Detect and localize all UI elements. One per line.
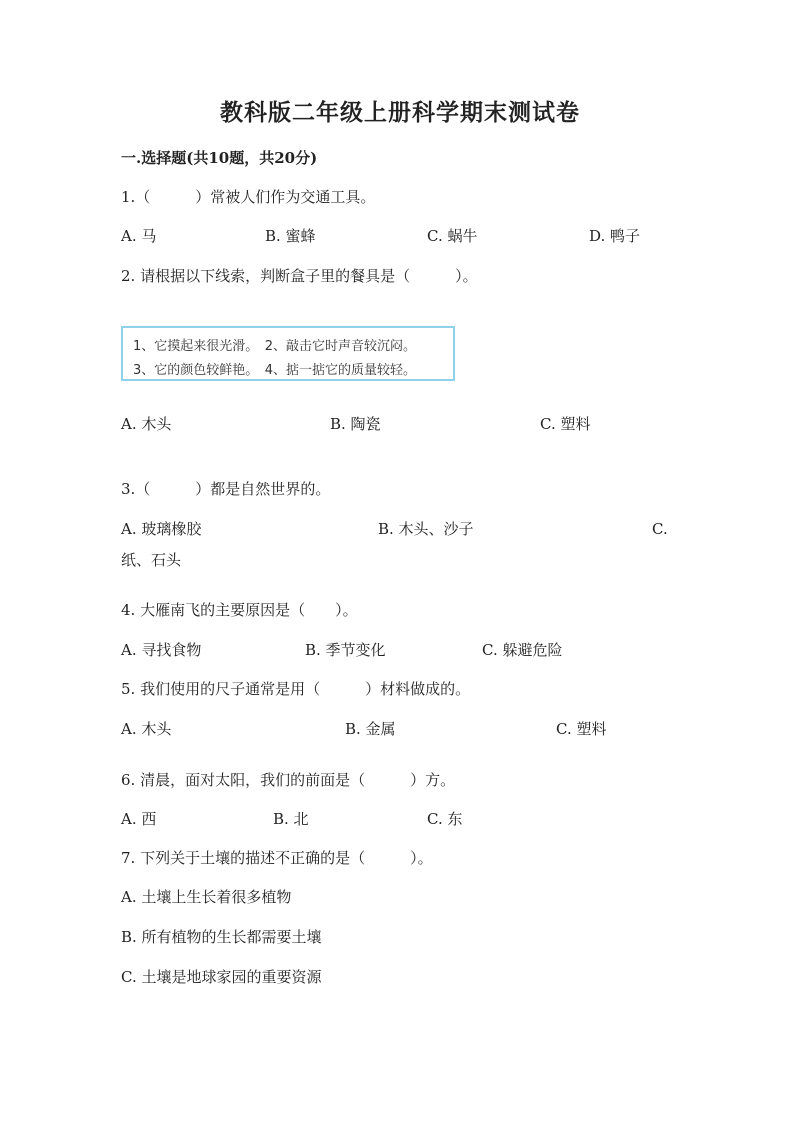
section-heading: 一.选择题(共10题，共20分)	[121, 149, 318, 167]
clue-line-2: 3、它的颜色较鲜艳。 4、掂一掂它的质量较轻。	[133, 363, 417, 378]
question-1-option-b[interactable]: B. 蜜蜂	[265, 227, 316, 245]
question-3-option-b[interactable]: B. 木头、沙子	[378, 520, 474, 538]
question-4-option-b[interactable]: B. 季节变化	[305, 641, 386, 659]
question-1-option-d[interactable]: D. 鸭子	[589, 227, 641, 245]
question-5-option-a[interactable]: A. 木头	[121, 720, 172, 738]
question-6-option-c[interactable]: C. 东	[427, 810, 463, 828]
question-6-stem: 6. 清晨，面对太阳，我们的前面是（ ）方。	[121, 771, 456, 789]
question-1-option-c[interactable]: C. 蜗牛	[427, 227, 478, 245]
question-4-stem: 4. 大雁南飞的主要原因是（ ）。	[121, 601, 358, 619]
question-2-option-c[interactable]: C. 塑料	[540, 415, 591, 433]
question-7-option-a[interactable]: A. 土壤上生长着很多植物	[121, 888, 292, 906]
clue-box	[121, 326, 455, 381]
page-title: 教科版二年级上册科学期末测试卷	[220, 99, 580, 126]
question-6-option-b[interactable]: B. 北	[273, 810, 309, 828]
question-3-option-a[interactable]: A. 玻璃橡胶	[121, 520, 202, 538]
question-2-stem: 2. 请根据以下线索，判断盒子里的餐具是（ ）。	[121, 267, 478, 285]
question-7-option-b[interactable]: B. 所有植物的生长都需要土壤	[121, 928, 322, 946]
question-5-option-c[interactable]: C. 塑料	[556, 720, 607, 738]
question-7-stem: 7. 下列关于土壤的描述不正确的是（ ）。	[121, 849, 433, 867]
question-1-option-a[interactable]: A. 马	[121, 227, 157, 245]
question-4-option-a[interactable]: A. 寻找食物	[121, 641, 202, 659]
question-5-stem: 5. 我们使用的尺子通常是用（ ）材料做成的。	[121, 680, 471, 698]
question-5-option-b[interactable]: B. 金属	[345, 720, 396, 738]
question-7-option-c[interactable]: C. 土壤是地球家园的重要资源	[121, 968, 322, 986]
question-3-option-c-text[interactable]: 纸、石头	[121, 551, 182, 569]
question-3-stem: 3.（ ）都是自然世界的。	[121, 480, 331, 498]
question-2-option-a[interactable]: A. 木头	[121, 415, 172, 433]
question-3-option-c[interactable]: C.	[652, 520, 668, 538]
question-6-option-a[interactable]: A. 西	[121, 810, 157, 828]
question-2-option-b[interactable]: B. 陶瓷	[330, 415, 381, 433]
clue-line-1: 1、它摸起来很光滑。 2、敲击它时声音较沉闷。	[133, 339, 417, 354]
question-1-stem: 1.（ ）常被人们作为交通工具。	[121, 188, 376, 206]
question-4-option-c[interactable]: C. 躲避危险	[482, 641, 563, 659]
